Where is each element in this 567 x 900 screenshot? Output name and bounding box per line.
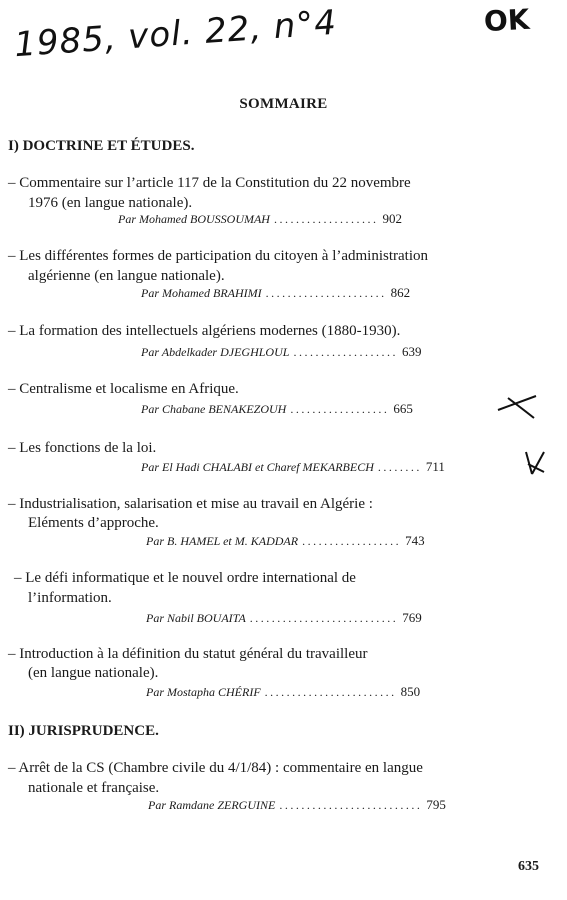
handwritten-reference: 1985, vol. 22, n°4 — [12, 2, 339, 66]
page-title: SOMMAIRE — [239, 96, 328, 112]
entry-line: nationale et française. — [28, 780, 160, 796]
handwritten-ok: OK — [483, 2, 531, 39]
entry-author-line — [141, 344, 421, 360]
entry-author-line — [118, 211, 402, 227]
author-name: Par Chabane BENAKEZOUH — [141, 402, 287, 416]
entry-line: – Les fonctions de la loi. — [8, 440, 157, 456]
entry-line: – Industrialisation, salarisation et mise au travail en Algérie : — [8, 496, 373, 512]
author-name: Par Mohamed BOUSSOUMAH — [118, 212, 270, 226]
page-ref: 862 — [390, 285, 411, 300]
author-name: Par B. HAMEL et M. KADDAR — [146, 534, 299, 548]
leader-dots: ................... — [273, 212, 379, 226]
page-ref: 795 — [426, 797, 446, 812]
entry-author-line — [146, 684, 420, 700]
entry-line: – Commentaire sur l’article 117 de la Constitution du 22 novembre — [8, 175, 411, 191]
entry-author-line — [146, 610, 422, 626]
leader-dots: ........................... — [249, 611, 399, 625]
entry-author-line — [141, 459, 445, 475]
entry-author-line — [141, 285, 410, 301]
author-name: Par Ramdane ZERGUINE — [148, 798, 276, 812]
leader-dots: ........ — [377, 460, 422, 474]
author-name: Par Abdelkader DJEGHLOUL — [141, 345, 290, 359]
page-number: 635 — [518, 859, 539, 874]
entry-line: 1976 (en langue nationale). — [28, 195, 193, 211]
section-heading-doctrine: I) DOCTRINE ET ÉTUDES. — [8, 138, 195, 154]
leader-dots: ................... — [293, 345, 398, 359]
page-ref: 639 — [401, 344, 422, 359]
entry-line: – Arrêt de la CS (Chambre civile du 4/1/84) : commentaire en langue — [8, 760, 423, 776]
entry-author-line — [148, 797, 446, 813]
entry-line: (en langue nationale). — [28, 665, 159, 681]
leader-dots: .......................... — [279, 798, 423, 812]
page-ref: 665 — [393, 401, 413, 416]
page-ref: 850 — [400, 684, 421, 699]
entry-line: – Centralisme et localisme en Afrique. — [8, 381, 239, 397]
author-name: Par Mostapha CHÉRIF — [146, 685, 261, 699]
entry-line: – Introduction à la définition du statut général du travailleur — [8, 646, 368, 662]
leader-dots: ...................... — [265, 286, 387, 300]
entry-line: l’information. — [28, 590, 112, 606]
entry-line: – La formation des intellectuels algériens modernes (1880-1930). — [8, 323, 401, 339]
entry-line: – Le défi informatique et le nouvel ordre international de — [14, 570, 356, 586]
section-heading-jurisprudence: II) JURISPRUDENCE. — [8, 723, 159, 739]
cross-mark-icon — [494, 388, 540, 422]
entry-author-line — [146, 533, 425, 549]
entry-line: – Les différentes formes de participation du citoyen à l’administration — [8, 248, 429, 264]
cross-mark-icon — [522, 448, 548, 478]
leader-dots: .................. — [302, 534, 402, 548]
leader-dots: ........................ — [264, 685, 397, 699]
entry-line: algérienne (en langue nationale). — [28, 268, 225, 284]
leader-dots: .................. — [290, 402, 390, 416]
page-ref: 769 — [402, 610, 422, 625]
page-ref: 743 — [405, 533, 425, 548]
author-name: Par El Hadi CHALABI et Charef MEKARBECH — [141, 460, 374, 474]
author-name: Par Mohamed BRAHIMI — [141, 286, 262, 300]
page-ref: 902 — [382, 211, 402, 226]
author-name: Par Nabil BOUAITA — [146, 611, 246, 625]
entry-author-line — [141, 401, 413, 417]
entry-line: Eléments d’approche. — [28, 515, 159, 531]
page-ref: 711 — [425, 459, 445, 474]
